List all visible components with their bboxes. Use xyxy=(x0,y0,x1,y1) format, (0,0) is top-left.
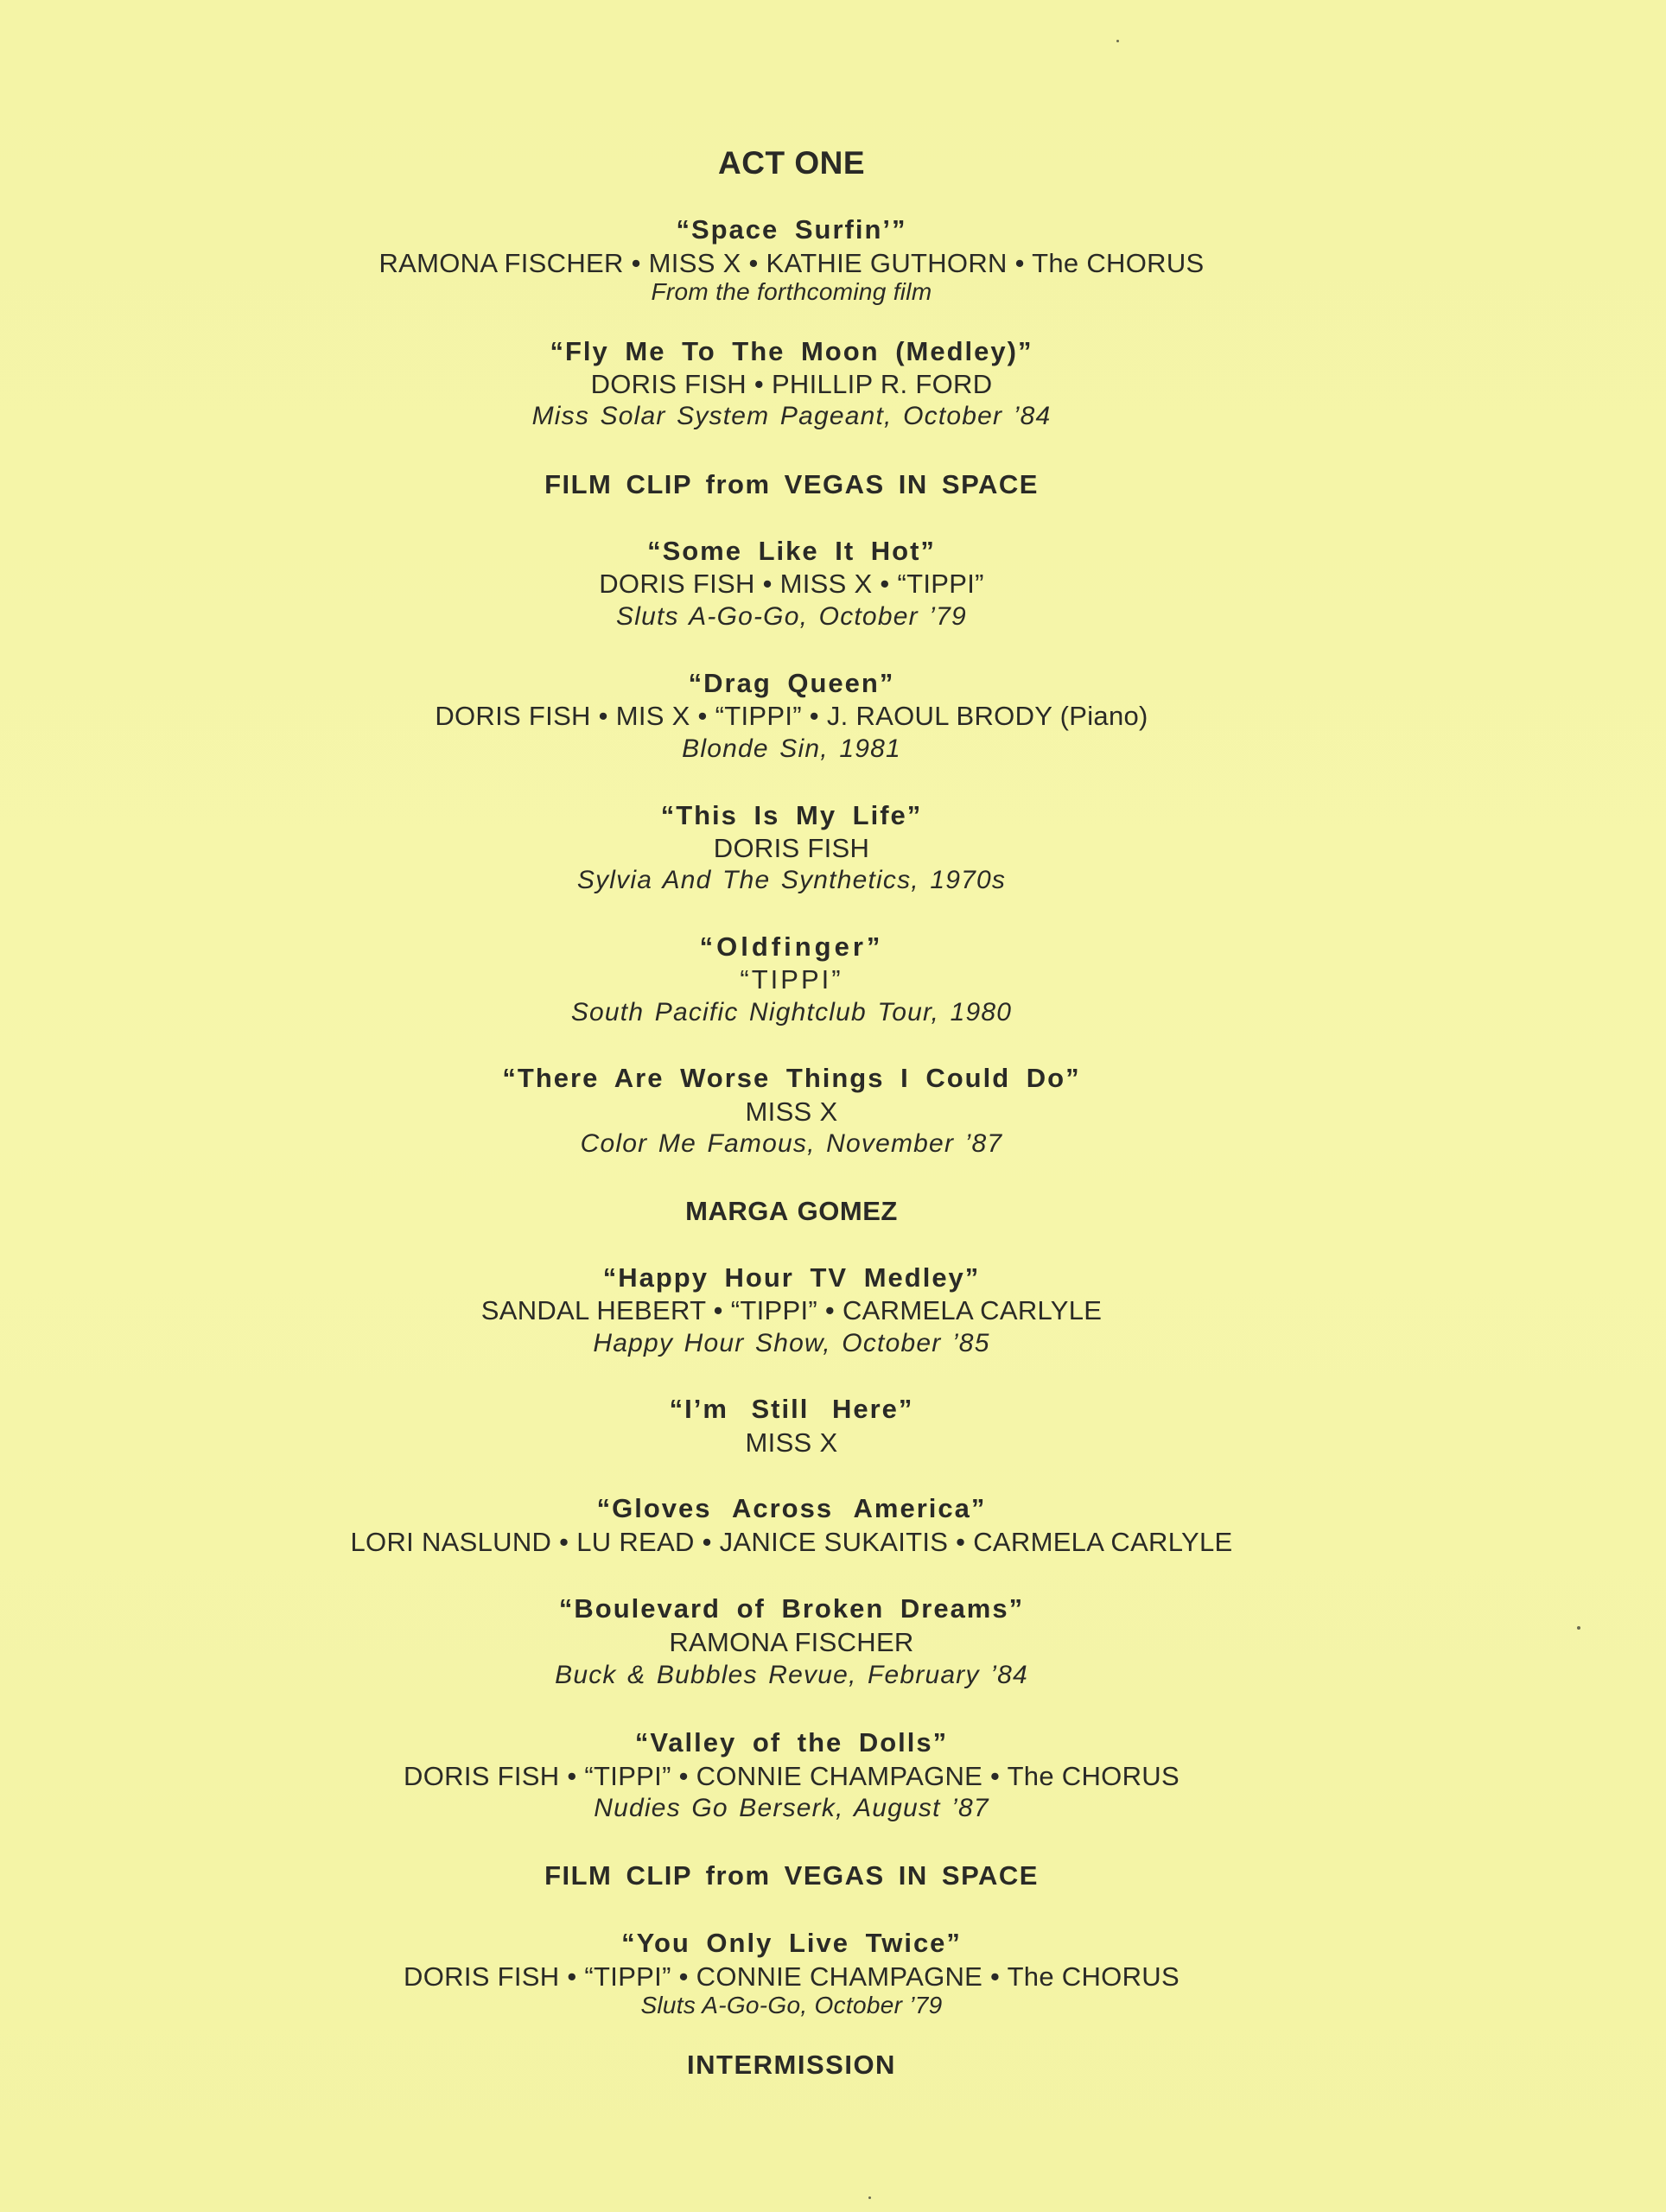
song-title: “Oldfinger” xyxy=(699,931,884,962)
song-title: “Boulevard of Broken Dreams” xyxy=(558,1593,1025,1624)
cast-list: DORIS FISH • “TIPPI” • CONNIE CHAMPAGNE • The CHORUS xyxy=(404,1761,1180,1791)
source-credit: Color Me Famous, November ’87 xyxy=(580,1129,1003,1158)
section-heading: FILM CLIP from VEGAS IN SPACE xyxy=(544,469,1039,499)
cast-list: MISS X xyxy=(745,1427,838,1458)
section-heading: INTERMISSION xyxy=(687,2050,896,2080)
source-credit: Miss Solar System Pageant, October ’84 xyxy=(531,402,1052,430)
paper-speck xyxy=(1577,1626,1580,1630)
song-title: “There Are Worse Things I Could Do” xyxy=(502,1063,1081,1093)
song-title: “Some Like It Hot” xyxy=(647,536,936,566)
act-title: ACT ONE xyxy=(718,145,865,181)
song-title: “This Is My Life” xyxy=(660,800,923,830)
cast-list: MISS X xyxy=(745,1096,838,1127)
source-credit: Happy Hour Show, October ’85 xyxy=(593,1329,990,1357)
source-credit: Buck & Bubbles Revue, February ’84 xyxy=(555,1661,1028,1689)
section-heading: FILM CLIP from VEGAS IN SPACE xyxy=(544,1860,1039,1891)
cast-list: DORIS FISH • PHILLIP R. FORD xyxy=(590,369,993,399)
song-title: “You Only Live Twice” xyxy=(621,1928,962,1958)
cast-list: LORI NASLUND • LU READ • JANICE SUKAITIS • CARMELA CARLYLE xyxy=(350,1527,1233,1557)
source-credit: Sylvia And The Synthetics, 1970s xyxy=(576,866,1007,894)
cast-list: DORIS FISH • “TIPPI” • CONNIE CHAMPAGNE • The CHORUS xyxy=(404,1961,1180,1992)
cast-list: DORIS FISH xyxy=(713,833,870,863)
cast-list: RAMONA FISCHER xyxy=(669,1627,914,1657)
song-title: “Space Surfin’” xyxy=(676,214,907,245)
cast-list: “TIPPI” xyxy=(740,964,843,995)
source-credit: South Pacific Nightclub Tour, 1980 xyxy=(570,998,1013,1027)
cast-list: DORIS FISH • MISS X • “TIPPI” xyxy=(599,569,984,599)
cast-list: DORIS FISH • MIS X • “TIPPI” • J. RAOUL BRODY (Piano) xyxy=(435,701,1148,731)
paper-speck xyxy=(1116,40,1119,42)
source-credit: Blonde Sin, 1981 xyxy=(682,734,901,763)
section-heading: MARGA GOMEZ xyxy=(685,1196,898,1226)
source-credit: Sluts A-Go-Go, October ’79 xyxy=(616,602,967,631)
source-credit: Nudies Go Berserk, August ’87 xyxy=(594,1794,989,1822)
paper-speck xyxy=(868,2196,871,2199)
source-credit: Sluts A-Go-Go, October ’79 xyxy=(640,1992,943,2018)
song-title: “Gloves Across America” xyxy=(596,1493,987,1523)
cast-list: SANDAL HEBERT • “TIPPI” • CARMELA CARLYLE xyxy=(480,1295,1103,1325)
song-title: “Happy Hour TV Medley” xyxy=(602,1262,981,1293)
song-title: “Fly Me To The Moon (Medley)” xyxy=(550,336,1033,366)
cast-list: RAMONA FISCHER • MISS X • KATHIE GUTHORN • The CHORUS xyxy=(378,248,1205,278)
song-title: “Valley of the Dolls” xyxy=(634,1727,949,1758)
song-title: “I’m Still Here” xyxy=(669,1394,914,1424)
source-credit: From the forthcoming film xyxy=(651,278,932,305)
song-title: “Drag Queen” xyxy=(688,668,895,698)
